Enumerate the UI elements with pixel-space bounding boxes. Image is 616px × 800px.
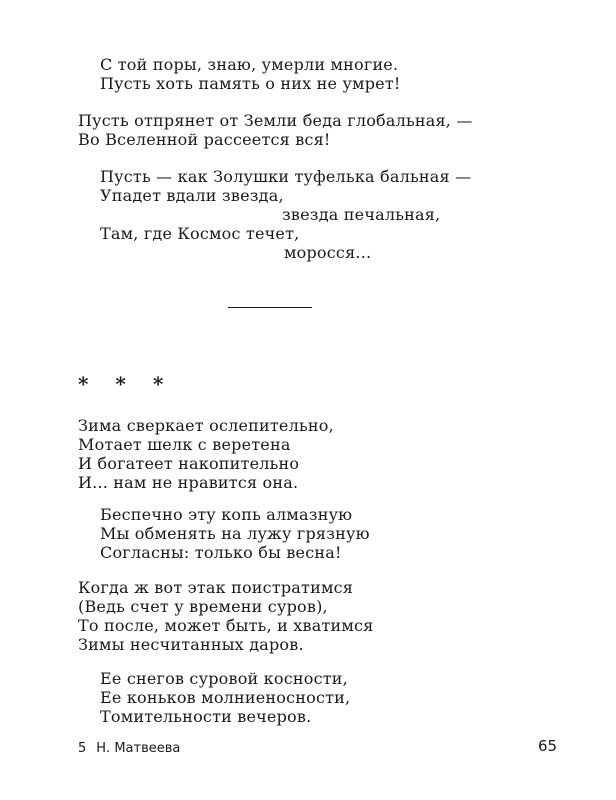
poem2-stanza3-line3: То после, может быть, и хватимся: [78, 616, 374, 635]
printer-signature: [78, 741, 180, 757]
poem1-stanza2-line2: Во Вселенной рассеется вся!: [78, 130, 331, 149]
poem2-stanza1-line2: Мотает шелк с веретена: [78, 435, 291, 454]
poem2-stanza1-line3: И богатеет накопительно: [78, 454, 300, 473]
poem2-stanza4-line3: Томительности вечеров.: [100, 707, 312, 726]
poem2-stanza1-line4: И... нам не нравится она.: [78, 473, 299, 492]
poem1-stanza2-line1: Пусть отпрянет от Земли беда глобальная, —: [78, 111, 473, 130]
poem2-stanza4-line1: Ее снегов суровой косности,: [100, 669, 348, 688]
poem2-stanza3-line4: Зимы несчитанных даров.: [78, 635, 304, 654]
poem1-stanza3-line1: Пусть — как Золушки туфелька бальная —: [100, 167, 472, 186]
poem1-stanza3-line5: моросся...: [284, 243, 372, 262]
poem1-stanza1-line1: С той поры, знаю, умерли многие.: [100, 55, 399, 74]
section-divider: [228, 307, 312, 308]
signature-author: Н. Матвеева: [96, 741, 181, 756]
poem1-stanza1-line2: Пусть хоть память о них не умрет!: [100, 74, 401, 93]
asterism-heading: * * *: [78, 372, 174, 396]
poem2-stanza1-line1: Зима сверкает ослепительно,: [78, 416, 334, 435]
poem2-stanza3-line1: Когда ж вот этак поистратимся: [78, 578, 354, 597]
poem1-stanza3-line3: звезда печальная,: [282, 205, 441, 224]
page-number: 65: [538, 737, 558, 755]
poem2-stanza2-line2: Мы обменять на лужу грязную: [100, 524, 370, 543]
poem1-stanza3-line2: Упадет вдали звезда,: [100, 186, 284, 205]
poem2-stanza3-line2: (Ведь счет у времени суров),: [78, 597, 328, 616]
poem2-stanza2-line3: Согласны: только бы весна!: [100, 543, 342, 562]
poem1-stanza3-line4: Там, где Космос течет,: [100, 224, 300, 243]
poem2-stanza2-line1: Беспечно эту копь алмазную: [100, 505, 353, 524]
poem2-stanza4-line2: Ее коньков молниеносности,: [100, 688, 351, 707]
signature-number: 5: [78, 741, 87, 756]
